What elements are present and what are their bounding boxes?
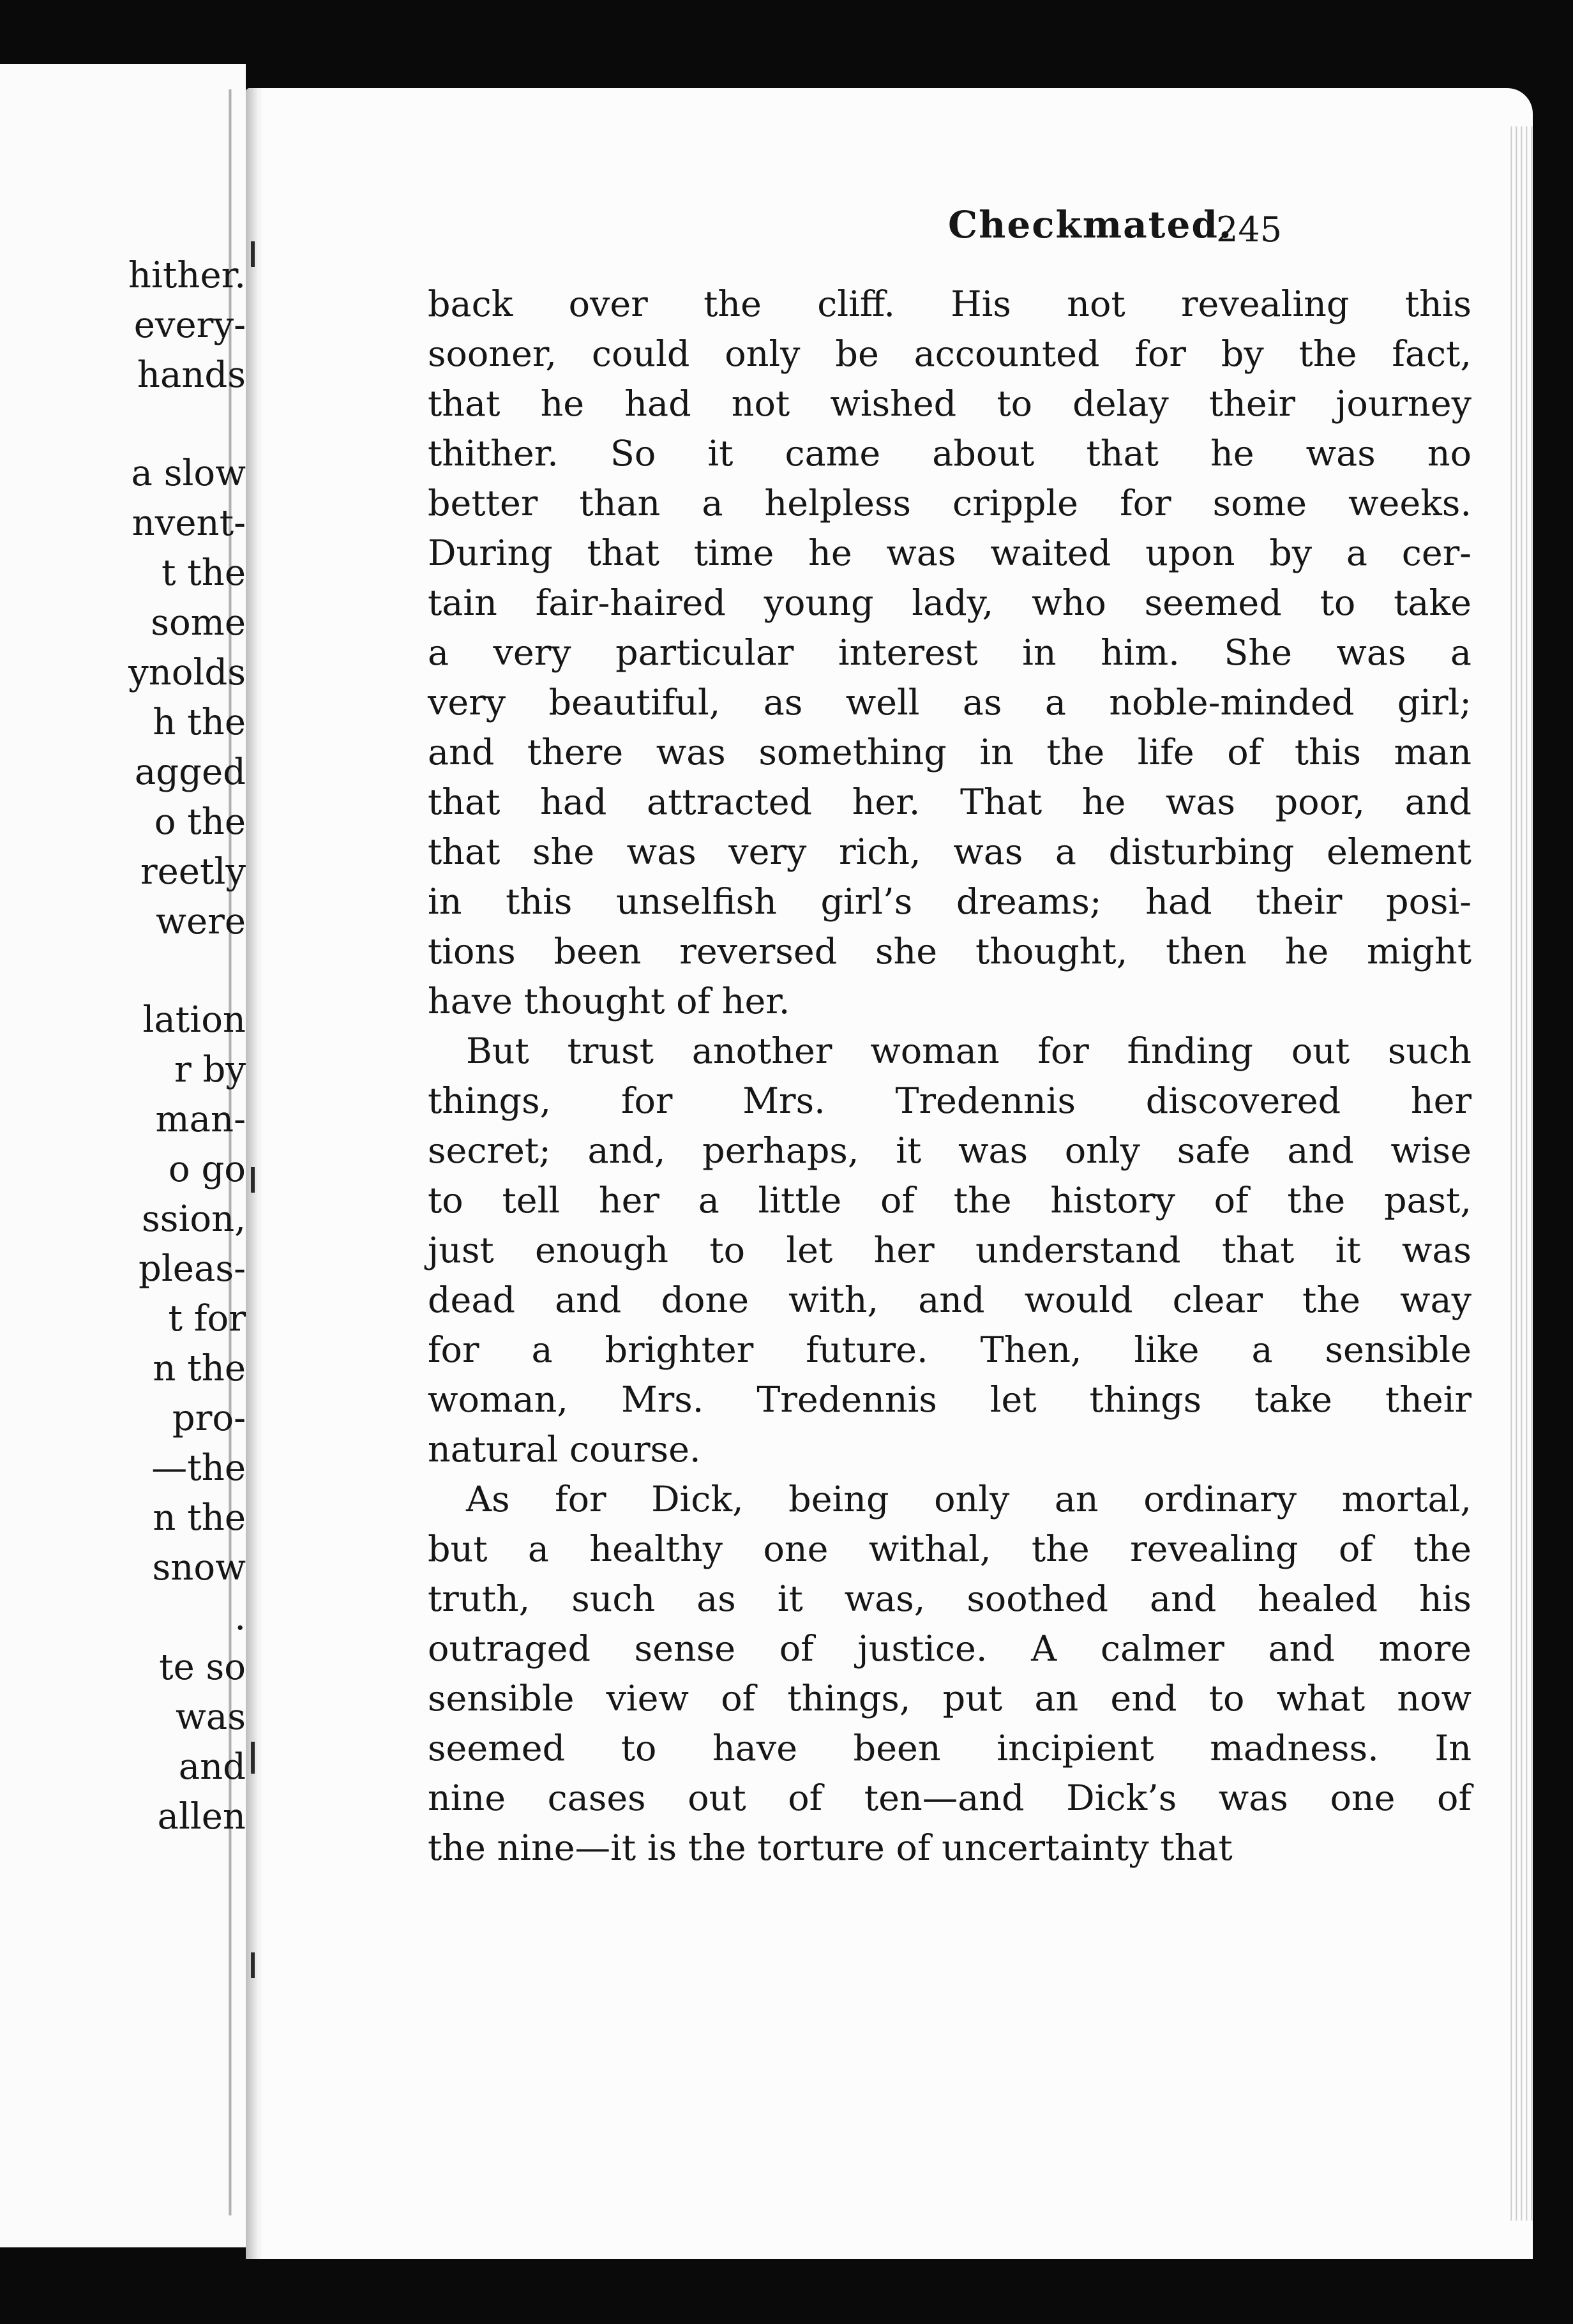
previous-page-line: hither. bbox=[128, 255, 246, 296]
previous-page-line: ssion, bbox=[142, 1198, 246, 1240]
previous-page-line: every- bbox=[133, 305, 246, 346]
previous-page-line: agged bbox=[134, 751, 246, 793]
previous-page-line: lation bbox=[142, 999, 246, 1041]
previous-page-line: nvent- bbox=[132, 502, 246, 544]
page-fore-edge bbox=[1507, 126, 1533, 2221]
text-line: just enough to let her understand that it was bbox=[428, 1230, 1471, 1271]
paragraph bbox=[428, 280, 1471, 1027]
text-line: that she was very rich, was a disturbing element bbox=[428, 831, 1471, 873]
text-line: back over the cliff. His not revealing this bbox=[428, 283, 1471, 325]
running-title: Checkmated. bbox=[948, 203, 1233, 246]
spine-mark bbox=[251, 1952, 255, 1978]
previous-page-line: n the bbox=[153, 1348, 246, 1389]
spine-mark bbox=[251, 1167, 255, 1193]
text-line: better than a helpless cripple for some weeks. bbox=[428, 483, 1471, 524]
previous-page-line: . bbox=[234, 1597, 246, 1638]
text-line: very beautiful, as well as a noble-minded girl; bbox=[428, 682, 1471, 723]
text-line: a very particular interest in him. She was a bbox=[428, 632, 1471, 674]
text-line: but a healthy one withal, the revealing of the bbox=[428, 1528, 1471, 1570]
text-line: in this unselfish girl’s dreams; had their posi- bbox=[428, 881, 1471, 923]
text-line: and there was something in the life of this man bbox=[428, 732, 1471, 773]
text-line: outraged sense of justice. A calmer and more bbox=[428, 1628, 1471, 1670]
text-line: tain fair-haired young lady, who seemed to take bbox=[428, 582, 1471, 624]
previous-page-line: snow bbox=[152, 1547, 246, 1588]
text-line: to tell her a little of the history of the past, bbox=[428, 1180, 1471, 1221]
page-number: 245 bbox=[1216, 209, 1283, 250]
previous-page-line: ynolds bbox=[128, 652, 246, 693]
text-line: tions been reversed she thought, then he might bbox=[428, 931, 1471, 972]
previous-page-line: pro- bbox=[172, 1398, 246, 1439]
previous-page-line: reetly bbox=[140, 851, 246, 893]
text-line: truth, such as it was, soothed and healed his bbox=[428, 1578, 1471, 1620]
text-line: During that time he was waited upon by a cer- bbox=[428, 532, 1471, 574]
previous-page-line: r by bbox=[174, 1049, 246, 1090]
previous-page-line: h the bbox=[153, 702, 246, 743]
previous-page-line: te so bbox=[159, 1647, 246, 1688]
text-line: seemed to have been incipient madness. In bbox=[428, 1728, 1471, 1769]
text-line: that had attracted her. That he was poor, and bbox=[428, 781, 1471, 823]
previous-page-line: allen bbox=[157, 1796, 246, 1837]
text-line: dead and done with, and would clear the way bbox=[428, 1279, 1471, 1321]
text-line: nine cases out of ten—and Dick’s was one of bbox=[428, 1777, 1471, 1819]
previous-page-line: and bbox=[178, 1746, 246, 1788]
previous-page-line: pleas- bbox=[139, 1248, 246, 1290]
text-line: sooner, could only be accounted for by the fact, bbox=[428, 333, 1471, 375]
previous-page-line: some bbox=[151, 602, 246, 644]
previous-page-fragment bbox=[0, 64, 246, 2247]
text-line: But trust another woman for finding out such bbox=[466, 1030, 1471, 1072]
book-page bbox=[246, 88, 1533, 2259]
text-line: sensible view of things, put an end to what now bbox=[428, 1678, 1471, 1719]
text-line: natural course. bbox=[428, 1429, 701, 1470]
body-text bbox=[428, 280, 1471, 1873]
previous-page-line: was bbox=[175, 1696, 246, 1738]
previous-page-line: o go bbox=[168, 1149, 246, 1190]
previous-page-line: were bbox=[156, 901, 246, 942]
previous-page-line: o the bbox=[154, 801, 246, 843]
previous-page-line: hands bbox=[137, 354, 246, 396]
previous-page-line: n the bbox=[153, 1497, 246, 1539]
previous-page-line: t for bbox=[168, 1298, 246, 1339]
previous-page-line: a slow bbox=[131, 453, 246, 494]
previous-page-line: t the bbox=[161, 552, 246, 594]
spine-mark bbox=[251, 1742, 255, 1774]
text-line: woman, Mrs. Tredennis let things take their bbox=[428, 1379, 1471, 1421]
text-line: the nine—it is the torture of uncertainty that bbox=[428, 1827, 1233, 1869]
text-line: secret; and, perhaps, it was only safe and wise bbox=[428, 1130, 1471, 1172]
text-line: things, for Mrs. Tredennis discovered her bbox=[428, 1080, 1471, 1122]
text-line: have thought of her. bbox=[428, 981, 790, 1022]
text-line: that he had not wished to delay their journey bbox=[428, 383, 1471, 425]
spine-mark bbox=[251, 241, 255, 267]
text-line: As for Dick, being only an ordinary mortal, bbox=[466, 1479, 1471, 1520]
text-line: for a brighter future. Then, like a sensible bbox=[428, 1329, 1471, 1371]
paragraph bbox=[428, 1027, 1471, 1475]
previous-page-line: —the bbox=[151, 1447, 246, 1489]
text-line: thither. So it came about that he was no bbox=[428, 433, 1471, 474]
paragraph bbox=[428, 1475, 1471, 1873]
previous-page-line: man- bbox=[155, 1099, 246, 1140]
